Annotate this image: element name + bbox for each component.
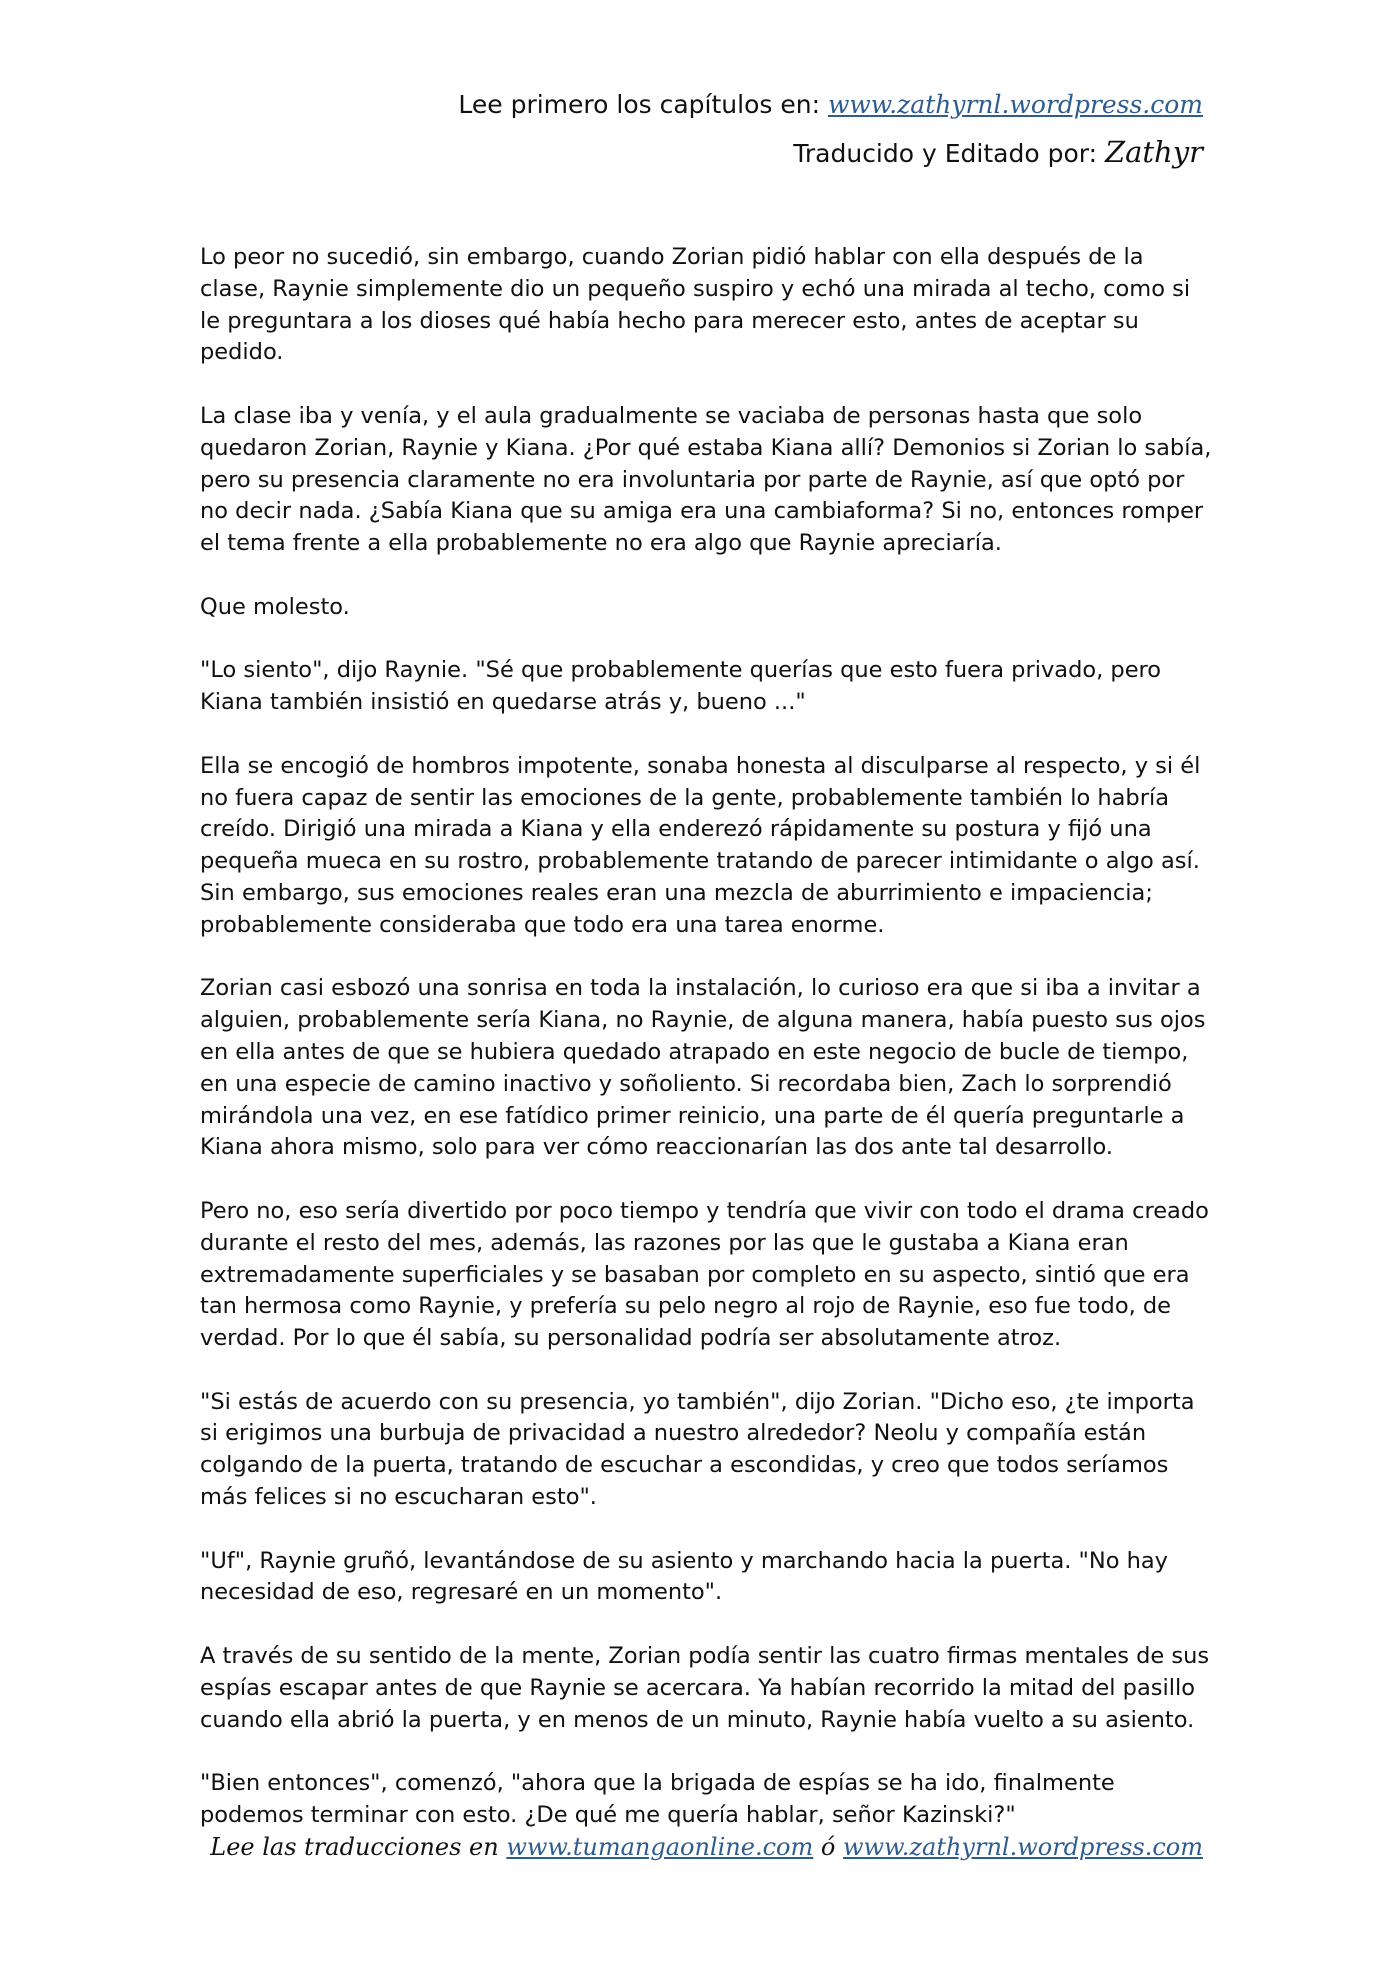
read-first-label: Lee primero los capítulos en: [458, 90, 820, 119]
paragraph: "Lo siento", dijo Raynie. "Sé que probablemente querías que esto fuera privado, pero Kiana también insistió en quedarse atrás y, bueno ..." [200, 657, 1162, 716]
footer-label: Lee las traducciones en [210, 1833, 499, 1861]
paragraph: "Uf", Raynie gruñó, levantándose de su asiento y marchando hacia la puerta. "No hay necesidad de eso, regresaré en un momento". [200, 1547, 1168, 1606]
footer-link-zathyrnl[interactable]: www.zathyrnl.wordpress.com [842, 1833, 1203, 1861]
footer-separator: ó [820, 1833, 836, 1861]
page-header [458, 88, 1203, 184]
read-first-line [458, 88, 1203, 122]
paragraph: "Si estás de acuerdo con su presencia, yo también", dijo Zorian. "Dicho eso, ¿te importa si erigimos una burbuja de privacidad a nuestro alrededor? Neolu y compañía están colgando de la puerta, tratando de escuchar a escondidas, y creo que todos seríamos más felices si no escucharan esto". [200, 1388, 1195, 1511]
page-footer [210, 1831, 1203, 1863]
paragraph: Que molesto. [200, 593, 350, 620]
paragraph: La clase iba y venía, y el aula gradualmente se vaciaba de personas hasta que solo quedaron Zorian, Raynie y Kiana. ¿Por qué estaba Kiana allí? Demonios si Zorian lo sabía, pero su presencia claramente no era involuntaria por parte de Raynie, así que optó por no decir nada. ¿Sabía Kiana que su amiga era una cambiaforma? Si no, entonces romper el tema frente a ella probablemente no era algo que Raynie apreciaría. [200, 402, 1212, 557]
paragraph: Pero no, eso sería divertido por poco tiempo y tendría que vivir con todo el drama creado durante el resto del mes, además, las razones por las que le gustaba a Kiana eran extremadamente superficiales y se basaban por completo en su aspecto, sintió que era tan hermosa como Raynie, y prefería su pelo negro al rojo de Raynie, eso fue todo, de verdad. Por lo que él sabía, su personalidad podría ser absolutamente atroz. [200, 1197, 1209, 1352]
chapter-text [200, 242, 1212, 1864]
paragraph: A través de su sentido de la mente, Zorian podía sentir las cuatro firmas mentales de sus espías escapar antes de que Raynie se acercara. Ya habían recorrido la mitad del pasillo cuando ella abrió la puerta, y en menos de un minuto, Raynie había vuelto a su asiento. [200, 1643, 1210, 1733]
footer-link-tumangaonline[interactable]: www.tumangaonline.com [506, 1833, 814, 1861]
read-first-link[interactable]: www.zathyrnl.wordpress.com [827, 90, 1203, 119]
paragraph: Ella se encogió de hombros impotente, sonaba honesta al disculparse al respecto, y si él no fuera capaz de sentir las emociones de la gente, probablemente también lo habría creído. Dirigió una mirada a Kiana y ella enderezó rápidamente su postura y fijó una pequeña mueca en su rostro, probablemente tratando de parecer intimidante o algo así. Sin embargo, sus emociones reales eran una mezcla de aburrimiento e impaciencia; probablemente consideraba que todo era una tarea enorme. [200, 752, 1201, 938]
paragraph: Zorian casi esbozó una sonrisa en toda la instalación, lo curioso era que si iba a invitar a alguien, probablemente sería Kiana, no Raynie, de alguna manera, había puesto sus ojos en ella antes de que se hubiera quedado atrapado en este negocio de bucle de tiempo, en una especie de camino inactivo y soñoliento. Si recordaba bien, Zach lo sorprendió mirándola una vez, en ese fatídico primer reinicio, una parte de él quería preguntarle a Kiana ahora mismo, solo para ver cómo reaccionarían las dos ante tal desarrollo. [200, 975, 1206, 1161]
paragraph: Lo peor no sucedió, sin embargo, cuando Zorian pidió hablar con ella después de la clase, Raynie simplemente dio un pequeño suspiro y echó una mirada al techo, como si le preguntara a los dioses qué había hecho para merecer esto, antes de aceptar su pedido. [200, 244, 1191, 366]
translated-by-label: Traducido y Editado por: [793, 139, 1098, 168]
translated-by-line [458, 135, 1203, 171]
paragraph: "Bien entonces", comenzó, "ahora que la brigada de espías se ha ido, finalmente podemos terminar con esto. ¿De qué me quería hablar, señor Kazinski?" [200, 1770, 1115, 1829]
translator-name: Zathyr [1104, 135, 1203, 169]
